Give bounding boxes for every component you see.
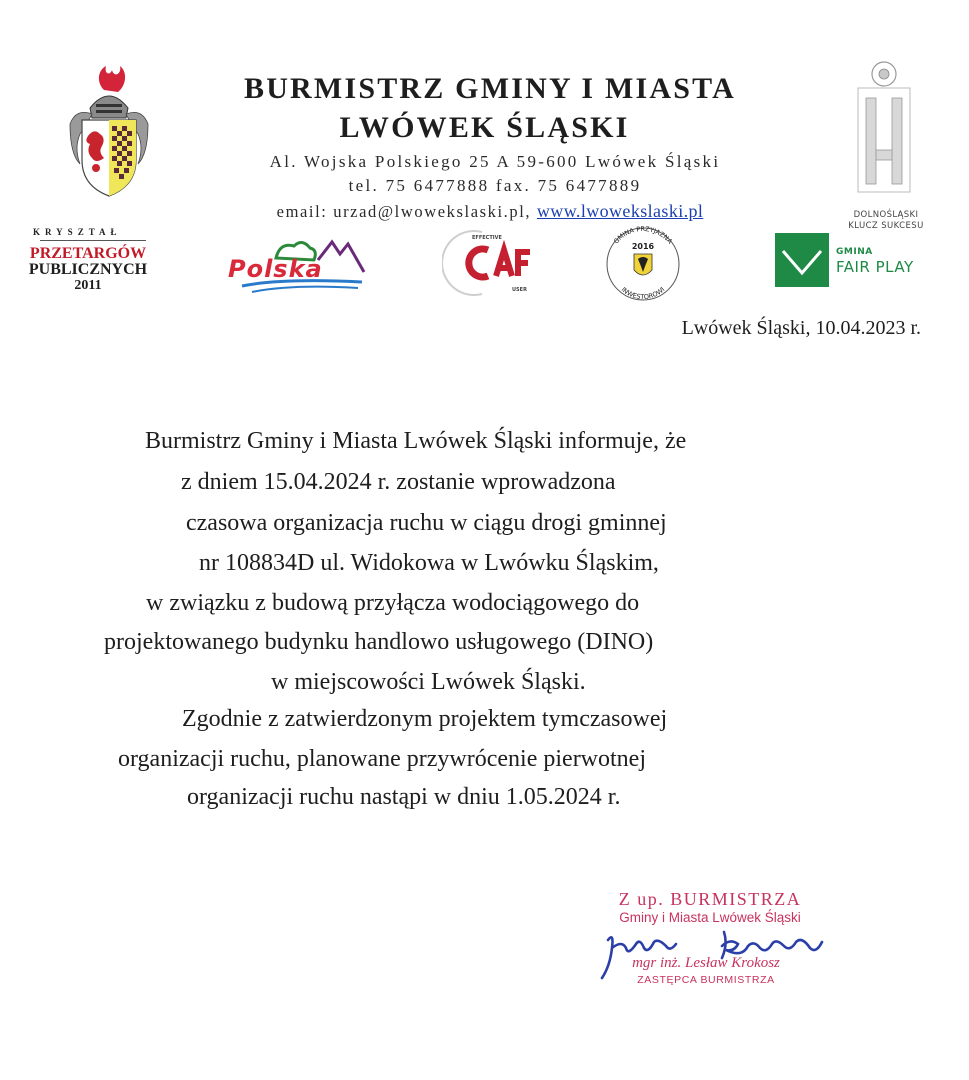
body-line: z dniem 15.04.2024 r. zostanie wprowadzona	[181, 469, 616, 495]
letterhead-contact-line	[0, 201, 969, 222]
stamp-line1: Z up. BURMISTRZA	[618, 889, 802, 909]
krysztal-word: KRYSZTAŁ	[33, 227, 122, 237]
caf-user-text: USER	[512, 287, 527, 293]
body-line: Zgodnie z zatwierdzonym projektem tymczasowej	[182, 706, 668, 732]
body-line: w związku z budową przyłącza wodociągowego do	[146, 590, 640, 616]
gmina-przyjazna-top-text: GMINA PRZYJAZNA	[612, 224, 674, 246]
gmina-przyjazna-bottom-text: INWESTOROWI	[619, 285, 667, 302]
stamp-line4: ZASTĘPCA BURMISTRZA	[637, 974, 775, 986]
stamp-line3: mgr inż. Lesław Krokosz	[632, 955, 780, 971]
svg-text:INWESTOROWI	[620, 286, 667, 302]
dolnoslaski-line1: DOLNOŚLĄSKI	[853, 210, 919, 220]
body-line: organizacji ruchu nastąpi w dniu 1.05.2024 r.	[187, 784, 621, 810]
body-line: czasowa organizacja ruchu w ciągu drogi gminnej	[186, 510, 667, 536]
dolnoslaski-line2: KLUCZ SUKCESU	[848, 221, 924, 231]
krysztal-line1: PRZETARGÓW	[29, 245, 147, 262]
body-line: Burmistrz Gminy i Miasta Lwówek Śląski informuje, że	[145, 428, 687, 454]
caf-effective-text: EFFECTIVE	[472, 235, 502, 241]
website-link[interactable]: www.lwowekslaski.pl	[536, 201, 704, 221]
fair-play-small-text: GMINA	[836, 247, 873, 257]
krysztal-year: 2011	[74, 278, 102, 293]
fair-play-logo-box	[775, 233, 829, 287]
letterhead-title-line1: BURMISTRZ GMINY I MIASTA	[243, 72, 736, 105]
fair-play-check-icon	[775, 233, 829, 287]
krysztal-line2: PUBLICZNYCH	[28, 261, 148, 278]
gmina-przyjazna-inwestorowi-logo	[598, 222, 688, 304]
letterhead-title-line2: LWÓWEK ŚLĄSKI	[339, 111, 630, 144]
stamp-line2: Gminy i Miasta Lwówek Śląski	[619, 910, 801, 925]
polska-word: Polska	[228, 255, 323, 283]
body-line: projektowanego budynku handlowo usługowego (DINO)	[104, 629, 654, 655]
letterhead-email: email: urzad@lwowekslaski.pl,	[276, 202, 532, 221]
body-line: organizacji ruchu, planowane przywrócenie pierwotnej	[118, 746, 646, 772]
letterhead-phone-fax: tel. 75 6477888 fax. 75 6477889	[348, 176, 642, 195]
gmina-przyjazna-year: 2016	[631, 242, 655, 251]
body-line: nr 108834D ul. Widokowa w Lwówku Śląskim,	[199, 550, 659, 576]
krysztal-divider	[40, 240, 146, 241]
letterhead-address: Al. Wojska Polskiego 25 A 59-600 Lwówek Śląski	[269, 152, 721, 171]
document-date: Lwówek Śląski, 10.04.2023 r.	[681, 317, 921, 339]
body-line: w miejscowości Lwówek Śląski.	[271, 669, 586, 695]
fair-play-big-text: FAIR PLAY	[836, 258, 914, 276]
